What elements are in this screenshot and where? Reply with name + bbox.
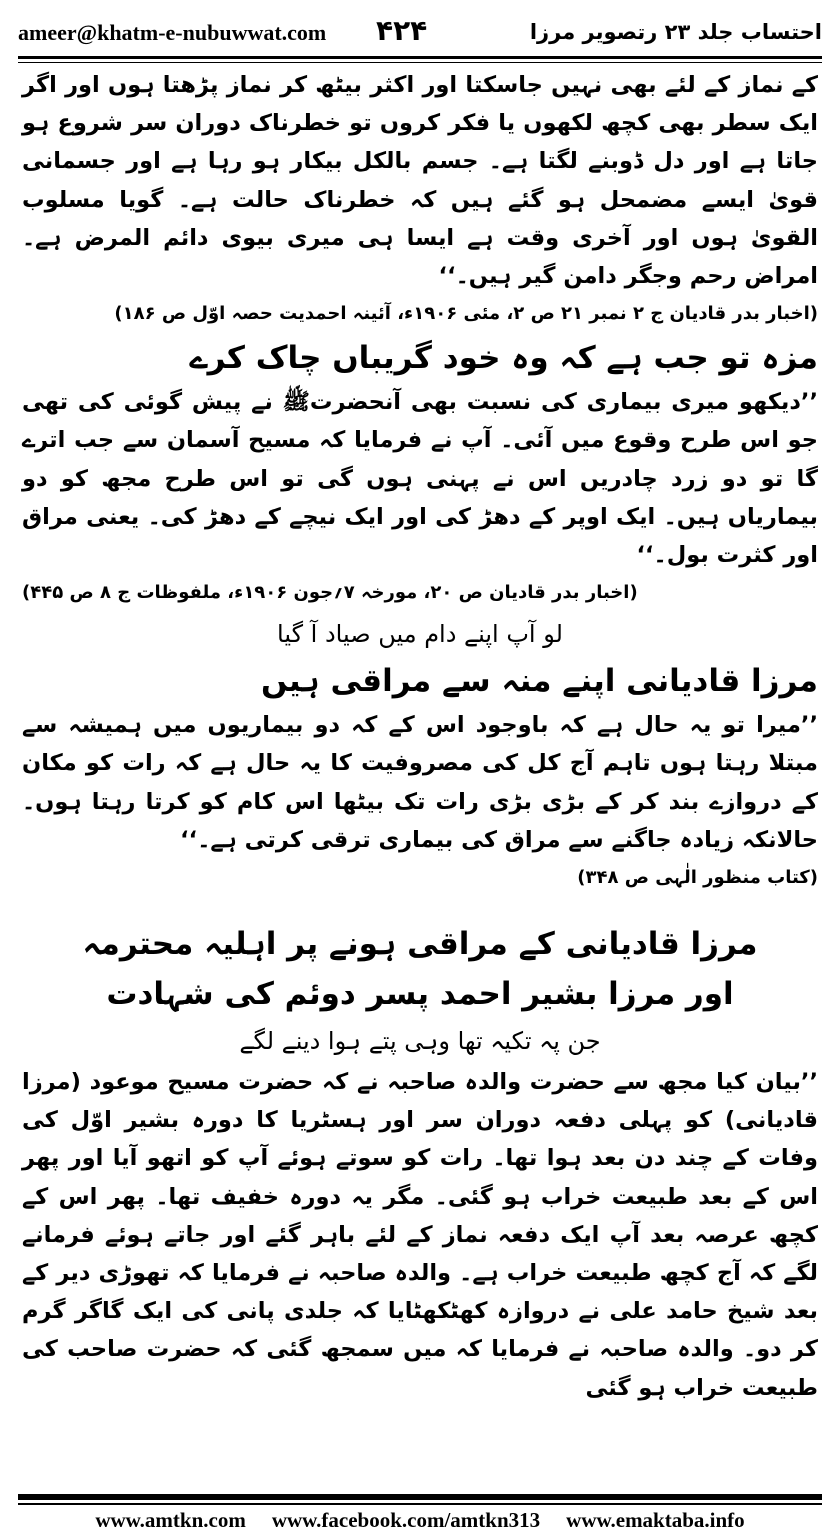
paragraph-2: ’’دیکھو میری بیماری کی نسبت بھی آنحضرتﷺ نے پیش گوئی کی تھی جو اس طرح وقوع میں آئی۔ آپ نے فرمایا کہ مسیح آسمان سے جب اترے گا تو دو زرد چادریں اس نے پہنی ہوں گی تو اس طرح مجھ کو دو بیماریاں ہیں۔ ایک اوپر کے دھڑ کی اور ایک نیچے کے دھڑ کی۔ یعنی مراق اور کثرت بول۔‘‘	[22, 389, 818, 569]
page-content	[22, 66, 818, 1407]
header-divider	[18, 56, 822, 63]
reference-3: (کتاب منظور الٰہی ص ۳۴۸)	[577, 867, 818, 889]
footer-link-amtkn[interactable]: www.amtkn.com	[95, 1508, 246, 1532]
spacer	[22, 897, 818, 919]
running-title: احتساب جلد ۲۳ رتصویر مرزا	[529, 20, 822, 44]
paragraph-3: ’’میرا تو یہ حال ہے کہ باوجود اس کے کہ دو بیماریوں میں ہمیشہ سے مبتلا رہتا ہوں تاہم آج کل کی مصروفیت کا یہ حال ہے کہ رات کو مکان کے دروازے بند کر کے بڑی بڑی رات تک بیٹھا اس کام کو کرتا رہتا ہوں۔ حالانکہ زیادہ جاگنے سے مراق کی بیماری ترقی کرتی ہے۔‘‘	[22, 712, 818, 853]
verse-2: جن پہ تکیہ تھا وہی پتے ہوا دینے لگے	[239, 1027, 601, 1056]
footer-link-emaktaba[interactable]: www.emaktaba.info	[566, 1508, 745, 1532]
paragraph-1: کے نماز کے لئے بھی نہیں جاسکتا اور اکثر بیٹھ کر نماز پڑھتا ہوں اور اگر ایک سطر بھی کچھ لکھوں یا فکر کروں تو خطرناک دوران سر شروع ہو جاتا ہے اور دل ڈوبنے لگتا ہے۔ جسم بالکل بیکار ہو رہا ہے اور جسمانی قویٰ ایسے مضمحل ہو گئے ہیں کہ خطرناک حالت ہے۔ گویا مسلوب القویٰ ہوں اور آخری وقت ہے ایسا ہی میری بیوی دائم المرض ہے۔ امراض رحم وجگر دامن گیر ہیں۔‘‘	[22, 72, 818, 290]
page-number: ۴۲۴	[376, 14, 428, 47]
heading-4-line-1: مرزا قادیانی کے مراقی ہونے پر اہلیہ محترمہ	[82, 926, 758, 963]
footer-divider	[18, 1494, 822, 1505]
paragraph-4: ’’بیان کیا مجھ سے حضرت والدہ صاحبہ نے کہ حضرت مسیح موعود (مرزا قادیانی) کو پہلی دفعہ دوران سر اور ہسٹریا کا دورہ بشیر اوّل کی وفات کے چند دن بعد ہوا تھا۔ رات کو سوتے ہوئے آپ کو اتھو آیا اور پھر اس کے بعد طبیعت خراب ہو گئی۔ مگر یہ دورہ خفیف تھا۔ پھر اس کے کچھ عرصہ بعد آپ ایک دفعہ نماز کے لئے باہر گئے اور جاتے ہوئے فرمانے لگے کہ آج کچھ طبیعت خراب ہے۔ والدہ صاحبہ نے فرمایا کہ تھوڑی دیر کے بعد شیخ حامد علی نے دروازہ کھٹکھٹایا کہ جلدی پانی کی ایک گاگر گرم کر دو۔ والدہ صاحبہ نے فرمایا کہ میں سمجھ گئی کہ حضرت صاحب کی طبیعت خراب ہو گئی	[22, 1069, 818, 1401]
reference-1: (اخبار بدر قادیان ج ۲ نمبر ۲۱ ص ۲، مئی ۱۹۰۶ء، آئینہ احمدیت حصہ اوّل ص ۱۸۶)	[114, 303, 818, 325]
page-header	[18, 10, 822, 54]
verse-1: لو آپ اپنے دام میں صیاد آ گیا	[277, 620, 563, 649]
heading-3: مرزا قادیانی اپنے منہ سے مراقی ہیں	[260, 663, 818, 700]
heading-2: مزہ تو جب ہے کہ وہ خود گریباں چاک کرے	[189, 340, 818, 377]
page-footer	[18, 1508, 822, 1533]
header-email: ameer@khatm-e-nubuwwat.com	[18, 20, 327, 45]
heading-4-line-2: اور مرزا بشیر احمد پسر دوئم کی شہادت	[106, 976, 734, 1013]
reference-2: (اخبار بدر قادیان ص ۲۰، مورخہ ۷؍جون ۱۹۰۶ء، ملفوظات ج ۸ ص ۴۴۵)	[22, 582, 638, 604]
footer-link-facebook[interactable]: www.facebook.com/amtkn313	[271, 1508, 541, 1532]
